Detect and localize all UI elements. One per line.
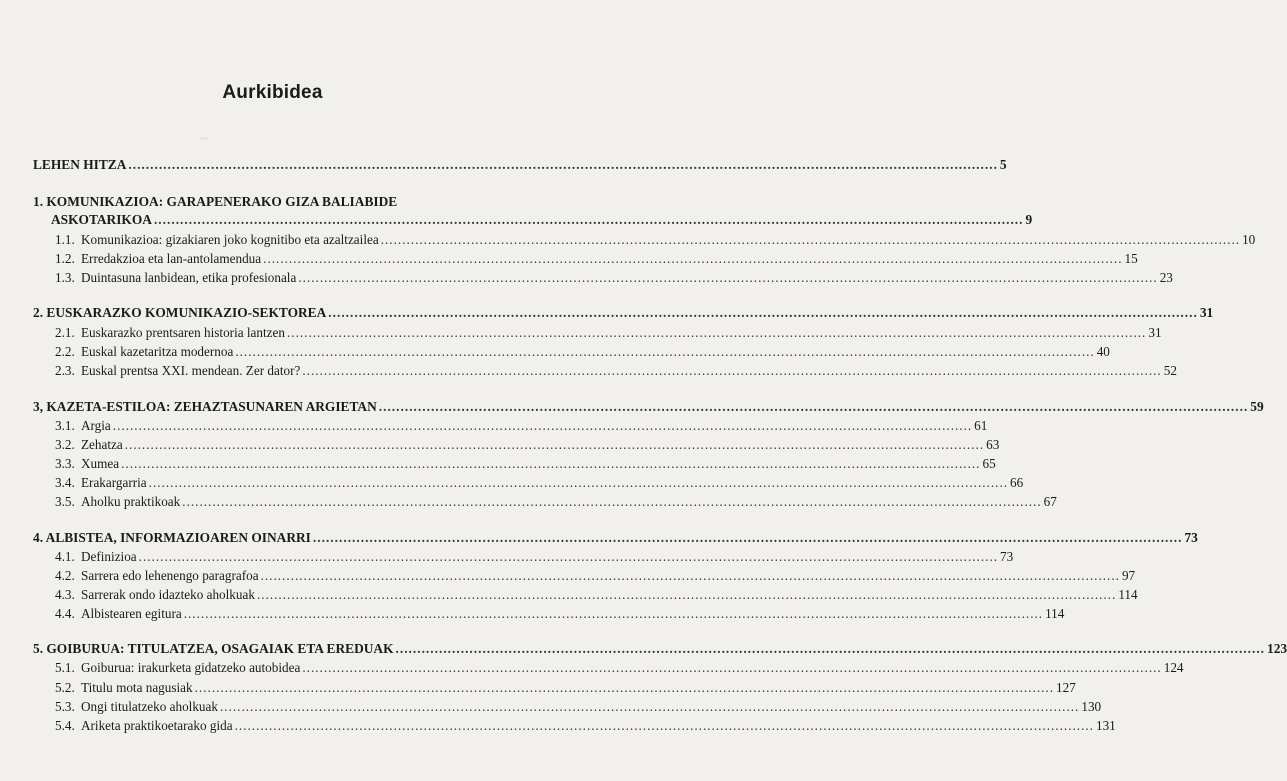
dot-leader: ........................................................................................................................................................................................................ — [312, 530, 1183, 545]
dot-leader: ........................................................................................................................................................................................................ — [263, 251, 1123, 266]
dot-leader: ........................................................................................................................................................................................................ — [256, 587, 1117, 602]
toc-section-row[interactable] — [55, 549, 1014, 565]
toc-chapter-row[interactable] — [33, 305, 1214, 321]
toc-section-row[interactable] — [55, 437, 1000, 453]
dot-leader: ........................................................................................................................................................................................................ — [302, 660, 1162, 675]
paper-smudge: ~· — [200, 134, 209, 145]
dot-leader: ........................................................................................................................................................................................................ — [219, 699, 1080, 714]
toc-section-row[interactable] — [55, 270, 1173, 286]
toc-page-number: 59 — [1250, 399, 1264, 414]
toc-section-title: Titulu mota nagusiak — [81, 680, 193, 695]
toc-section-label — [55, 437, 123, 453]
toc-section-title: Sarrerak ondo idazteko aholkuak — [81, 587, 255, 602]
toc-section-number: 4.2. — [55, 568, 75, 583]
toc-section-number: 1.3. — [55, 270, 75, 285]
toc-section-number: 2.3. — [55, 363, 75, 378]
toc-section-number: 1.2. — [55, 251, 75, 266]
toc-section-number: 3.5. — [55, 494, 75, 509]
toc-section-row[interactable] — [55, 475, 1024, 491]
toc-section-title: Euskal prentsa XXI. mendean. Zer dator? — [81, 363, 301, 378]
dot-leader: ........................................................................................................................................................................................................ — [234, 718, 1094, 733]
toc-section-number: 1.1. — [55, 232, 75, 247]
toc-chapter-title: 3, KAZETA-ESTILOA: ZEHAZTASUNAREN ARGIETAN — [33, 399, 377, 414]
toc-page-number: 114 — [1045, 606, 1065, 621]
toc-section-label — [55, 456, 119, 472]
toc-page-number: 15 — [1124, 251, 1138, 266]
toc-section-row[interactable] — [55, 568, 1136, 584]
toc-section-number: 3.3. — [55, 456, 75, 471]
toc-section-title: Argia — [81, 418, 111, 433]
toc-chapter-row[interactable] — [51, 212, 1033, 228]
toc-page-number: 73 — [1184, 530, 1198, 545]
toc-section-label — [55, 251, 261, 267]
toc-page-number: 65 — [982, 456, 996, 471]
toc-section-row[interactable] — [55, 718, 1116, 734]
toc-section-title: Goiburua: irakurketa gidatzeko autobidea — [81, 660, 301, 675]
toc-page-number: 63 — [986, 437, 1000, 452]
toc-section-title: Ariketa praktikoetarako gida — [81, 718, 233, 733]
toc-section-label — [55, 587, 255, 603]
toc-section-row[interactable] — [55, 363, 1177, 379]
toc-page-number: 123 — [1267, 641, 1287, 656]
toc-chapter-row[interactable] — [33, 530, 1198, 546]
toc-chapter-row[interactable] — [33, 399, 1264, 415]
toc-page-number: 130 — [1081, 699, 1102, 714]
toc-section-label — [55, 344, 233, 360]
toc-page-number: 114 — [1118, 587, 1138, 602]
toc-page-number: 10 — [1242, 232, 1256, 247]
toc-section-number: 3.2. — [55, 437, 75, 452]
toc-chapter-row[interactable] — [33, 641, 1287, 657]
toc-section-number: 4.4. — [55, 606, 75, 621]
toc-page-number: 66 — [1010, 475, 1024, 490]
toc-section-label — [55, 232, 379, 248]
dot-leader: ........................................................................................................................................................................................................ — [298, 270, 1158, 285]
toc-section-label — [55, 680, 193, 696]
dot-leader: ........................................................................................................................................................................................................ — [121, 456, 981, 471]
toc-section-title: Komunikazioa: gizakiaren joko kognitibo eta azaltzailea — [81, 232, 379, 247]
toc-page-number: 31 — [1148, 325, 1162, 340]
dot-leader: ........................................................................................................................................................................................................ — [138, 549, 999, 564]
dot-leader: ........................................................................................................................................................................................................ — [378, 399, 1249, 414]
toc-section-title: Aholku praktikoak — [81, 494, 181, 509]
toc-page-number: 40 — [1096, 344, 1110, 359]
toc-section-number: 4.1. — [55, 549, 75, 564]
toc-section-title: Xumea — [81, 456, 120, 471]
dot-leader: ........................................................................................................................................................................................................ — [148, 475, 1009, 490]
toc-section-label — [55, 549, 137, 565]
toc-section-row[interactable] — [55, 660, 1184, 676]
toc-page-number: 31 — [1199, 305, 1214, 320]
dot-leader: ........................................................................................................................................................................................................ — [260, 568, 1120, 583]
toc-section-label — [55, 494, 180, 510]
toc-section-label — [55, 270, 296, 286]
toc-section-title: Erakargarria — [81, 475, 147, 490]
toc-section-label — [55, 363, 300, 379]
toc-section-number: 2.1. — [55, 325, 75, 340]
toc-page-number: 73 — [1000, 549, 1014, 564]
dot-leader: ........................................................................................................................................................................................................ — [112, 418, 973, 433]
toc-section-number: 4.3. — [55, 587, 75, 602]
toc-chapter-title: 4. ALBISTEA, INFORMAZIOAREN OINARRI — [33, 530, 311, 545]
toc-chapter-title: 5. GOIBURUA: TITULATZEA, OSAGAIAK ETA EREDUAK — [33, 641, 394, 656]
toc-chapter-title: LEHEN HITZA — [33, 157, 127, 172]
toc-page-number: 131 — [1095, 718, 1116, 733]
toc-page-number: 52 — [1163, 363, 1177, 378]
dot-leader: ........................................................................................................................................................................................................ — [182, 494, 1042, 509]
toc-page-number: 97 — [1121, 568, 1136, 583]
dot-leader: ........................................................................................................................................................................................................ — [302, 363, 1162, 378]
toc-section-row[interactable] — [55, 232, 1256, 248]
toc-chapter-row[interactable] — [33, 157, 1007, 173]
toc-heading-line: 1. KOMUNIKAZIOA: GARAPENERAKO GIZA BALIABIDE — [33, 194, 398, 209]
toc-section-row[interactable] — [55, 606, 1065, 622]
toc-section-title: Duintasuna lanbidean, etika profesionala — [81, 270, 297, 285]
toc-chapter-title: 2. EUSKARAZKO KOMUNIKAZIO-SEKTOREA — [33, 305, 327, 320]
toc-page-number: 127 — [1056, 680, 1076, 695]
toc-section-title: Sarrera edo lehenengo paragrafoa — [81, 568, 259, 583]
toc-section-label — [55, 475, 147, 491]
toc-section-row[interactable] — [55, 587, 1138, 603]
toc-page-number: 124 — [1163, 660, 1184, 675]
toc-section-number: 5.3. — [55, 699, 75, 714]
toc-section-title: Erredakzioa eta lan-antolamendua — [81, 251, 262, 266]
toc-section-label — [55, 418, 111, 434]
toc-section-label — [55, 325, 285, 341]
dot-leader: ........................................................................................................................................................................................................ — [235, 344, 1095, 359]
toc-section-title: Euskal kazetaritza modernoa — [81, 344, 234, 359]
toc-section-row[interactable] — [55, 494, 1057, 510]
toc-section-title: Zehatza — [81, 437, 123, 452]
toc-section-label — [55, 568, 259, 584]
toc-chapter-title: ASKOTARIKOA — [51, 212, 152, 227]
toc-section-number: 3.1. — [55, 418, 75, 433]
dot-leader: ........................................................................................................................................................................................................ — [183, 606, 1044, 621]
toc-page-number: 5 — [999, 157, 1007, 172]
toc-page-number: 23 — [1159, 270, 1173, 285]
toc-page-number: 9 — [1025, 212, 1033, 227]
toc-section-row[interactable] — [55, 456, 996, 472]
toc-page-number: 61 — [974, 418, 988, 433]
toc-section-title: Euskarazko prentsaren historia lantzen — [81, 325, 285, 340]
toc-section-label — [55, 606, 182, 622]
dot-leader: ........................................................................................................................................................................................................ — [124, 437, 985, 452]
dot-leader: ........................................................................................................................................................................................................ — [153, 212, 1024, 227]
toc-section-number: 5.1. — [55, 660, 75, 675]
dot-leader: ........................................................................................................................................................................................................ — [395, 641, 1266, 656]
dot-leader: ........................................................................................................................................................................................................ — [128, 157, 998, 172]
dot-leader: ........................................................................................................................................................................................................ — [328, 305, 1198, 320]
page-title: Aurkibidea — [222, 82, 323, 103]
toc-section-row[interactable] — [55, 699, 1102, 715]
toc-section-label — [55, 718, 233, 734]
toc-section-number: 5.4. — [55, 718, 75, 733]
toc-section-row[interactable] — [55, 418, 988, 434]
toc-section-title: Definizioa — [81, 549, 137, 564]
toc-section-row[interactable] — [55, 251, 1138, 267]
toc-section-number: 5.2. — [55, 680, 75, 695]
toc-section-label — [55, 660, 300, 676]
dot-leader: ........................................................................................................................................................................................................ — [286, 325, 1147, 340]
toc-section-title: Albistearen egitura — [81, 606, 182, 621]
dot-leader: ........................................................................................................................................................................................................ — [380, 232, 1241, 247]
dot-leader: ........................................................................................................................................................................................................ — [194, 680, 1054, 695]
toc-section-row[interactable] — [55, 325, 1162, 341]
toc-section-number: 2.2. — [55, 344, 75, 359]
toc-section-number: 3.4. — [55, 475, 75, 490]
toc-section-row[interactable] — [55, 680, 1076, 696]
toc-section-row[interactable] — [55, 344, 1110, 360]
toc-section-label — [55, 699, 218, 715]
toc-page-number: 67 — [1043, 494, 1057, 509]
toc-section-title: Ongi titulatzeko aholkuak — [81, 699, 218, 714]
